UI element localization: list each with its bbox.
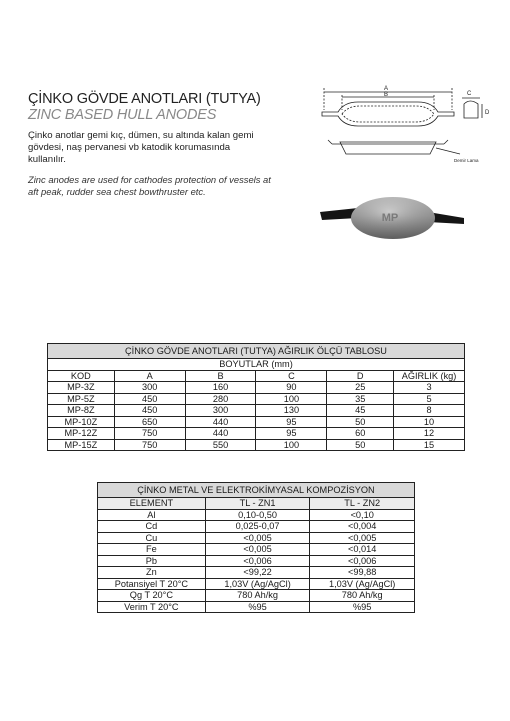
composition-table-header-row	[98, 498, 415, 510]
dimensions-group-header: BOYUTLAR (mm)	[48, 359, 465, 371]
table-cell: %95	[205, 601, 310, 613]
table-cell: 100	[256, 439, 327, 451]
table-cell: MP-12Z	[48, 428, 115, 440]
table-cell: <99,88	[310, 567, 415, 579]
table-cell: 8	[394, 405, 465, 417]
table-cell: 130	[256, 405, 327, 417]
composition-table-title: ÇİNKO METAL VE ELEKTROKİMYASAL KOMPOZİSYON	[98, 483, 415, 498]
description-turkish: Çinko anotlar gemi kıç, dümen, su altında kalan gemi gövdesi, naş pervanesi vb katodik korumasında kullanılır.	[28, 130, 254, 165]
column-header: B	[185, 370, 256, 382]
table-cell: <0,005	[310, 532, 415, 544]
table-row	[48, 393, 465, 405]
table-cell: 300	[185, 405, 256, 417]
table-cell: <0,10	[310, 509, 415, 521]
table-cell: 750	[114, 439, 185, 451]
table-cell: 450	[114, 405, 185, 417]
table-cell: 50	[327, 439, 394, 451]
table-cell: 550	[185, 439, 256, 451]
table-cell: <0,006	[205, 555, 310, 567]
table-row	[98, 532, 415, 544]
column-header: A	[114, 370, 185, 382]
table-cell: 750	[114, 428, 185, 440]
composition-table	[97, 482, 415, 613]
table-cell: 1,03V (Ag/AgCl)	[205, 578, 310, 590]
column-header: D	[327, 370, 394, 382]
table-row	[48, 405, 465, 417]
table-cell: <0,006	[310, 555, 415, 567]
anode-mark: MP	[381, 212, 399, 224]
table-cell: Qg T 20°C	[98, 590, 206, 602]
table-row	[48, 382, 465, 394]
column-header: TL - ZN1	[205, 498, 310, 510]
table-cell: 5	[394, 393, 465, 405]
column-header: TL - ZN2	[310, 498, 415, 510]
table-row	[98, 521, 415, 533]
table-cell: 45	[327, 405, 394, 417]
table-cell: 60	[327, 428, 394, 440]
column-header: ELEMENT	[98, 498, 206, 510]
table-cell: <99,22	[205, 567, 310, 579]
table-cell: MP-5Z	[48, 393, 115, 405]
table-cell: 0,10-0,50	[205, 509, 310, 521]
table-cell: MP-15Z	[48, 439, 115, 451]
table-cell: 650	[114, 416, 185, 428]
table-cell: 450	[114, 393, 185, 405]
weight-dimension-table	[47, 343, 465, 451]
table-cell: Al	[98, 509, 206, 521]
table-cell: MP-8Z	[48, 405, 115, 417]
table-cell: 95	[256, 428, 327, 440]
table-cell: 12	[394, 428, 465, 440]
table-cell: Zn	[98, 567, 206, 579]
table-cell: 0,025-0,07	[205, 521, 310, 533]
table-row	[48, 416, 465, 428]
table-cell: 440	[185, 416, 256, 428]
dimension-c-label: C	[467, 91, 472, 97]
column-header: AĞIRLIK (kg)	[394, 370, 465, 382]
table-cell: 50	[327, 416, 394, 428]
table-cell: 780 Ah/kg	[310, 590, 415, 602]
table-row	[98, 509, 415, 521]
table-cell: 280	[185, 393, 256, 405]
weight-table-header-row	[48, 370, 465, 382]
table-cell: 440	[185, 428, 256, 440]
table-cell: <0,014	[310, 544, 415, 556]
table-cell: Cd	[98, 521, 206, 533]
table-cell: 1,03V (Ag/AgCl)	[310, 578, 415, 590]
anode-technical-drawing	[318, 82, 498, 168]
table-row	[98, 555, 415, 567]
page-title: ÇİNKO GÖVDE ANOTLARI (TUTYA)	[28, 91, 261, 107]
dimension-d-label: D	[485, 110, 490, 116]
table-cell: Cu	[98, 532, 206, 544]
table-cell: 780 Ah/kg	[205, 590, 310, 602]
table-cell: Verim T 20°C	[98, 601, 206, 613]
table-row	[48, 428, 465, 440]
column-header: C	[256, 370, 327, 382]
table-cell: <0,004	[310, 521, 415, 533]
table-cell: 15	[394, 439, 465, 451]
weight-table-title: ÇİNKO GÖVDE ANOTLARI (TUTYA) AĞIRLIK ÖLÇÜ TABLOSU	[48, 344, 465, 359]
description-english: Zinc anodes are used for cathodes protection of vessels at aft peak, rudder sea chest bowthruster etc.	[28, 174, 271, 197]
column-header: KOD	[48, 370, 115, 382]
table-cell: %95	[310, 601, 415, 613]
table-cell: MP-10Z	[48, 416, 115, 428]
table-row	[98, 544, 415, 556]
page-subtitle: ZINC BASED HULL ANODES	[28, 107, 217, 123]
table-cell: Pb	[98, 555, 206, 567]
table-cell: 300	[114, 382, 185, 394]
strap-label: Demir Lama	[454, 158, 479, 163]
table-cell: Fe	[98, 544, 206, 556]
dimension-b-label: B	[384, 92, 389, 98]
table-cell: 25	[327, 382, 394, 394]
table-cell: 90	[256, 382, 327, 394]
table-cell: <0,005	[205, 544, 310, 556]
table-row	[98, 590, 415, 602]
table-cell: MP-3Z	[48, 382, 115, 394]
table-row	[98, 578, 415, 590]
table-cell: 95	[256, 416, 327, 428]
anode-photo	[318, 192, 468, 254]
table-cell: 10	[394, 416, 465, 428]
table-row	[98, 567, 415, 579]
dimension-a-label: A	[384, 86, 389, 92]
table-row	[48, 439, 465, 451]
table-cell: 100	[256, 393, 327, 405]
table-cell: 35	[327, 393, 394, 405]
table-cell: 3	[394, 382, 465, 394]
table-cell: 160	[185, 382, 256, 394]
table-row	[98, 601, 415, 613]
anode-cross-section	[464, 101, 478, 118]
table-cell: <0,005	[205, 532, 310, 544]
table-cell: Potansiyel T 20°C	[98, 578, 206, 590]
